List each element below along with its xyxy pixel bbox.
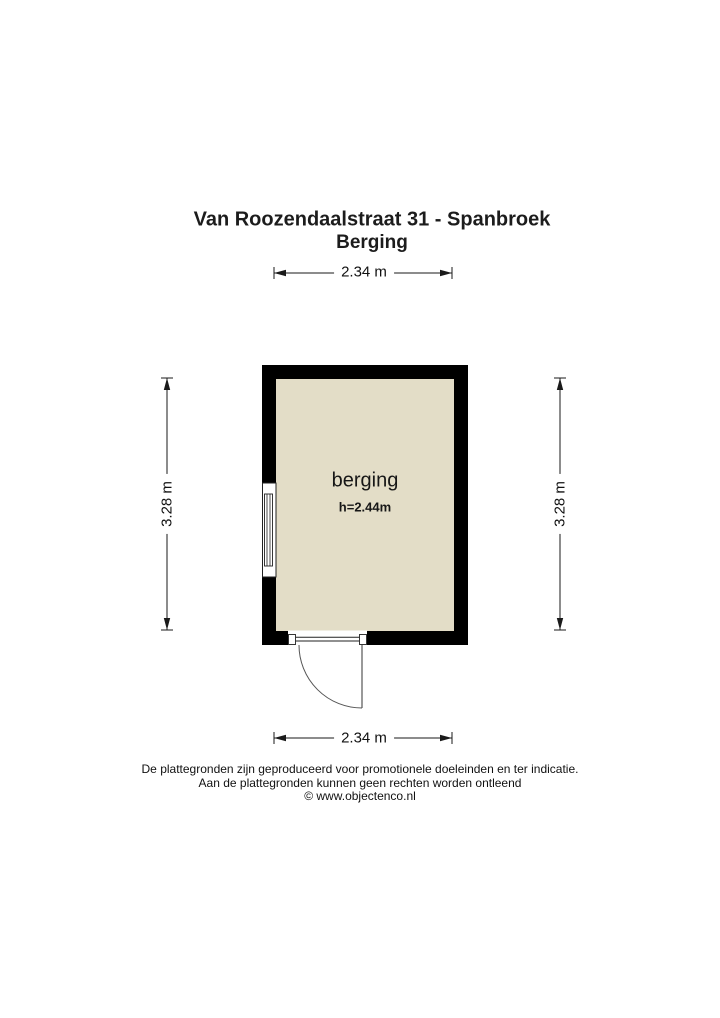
door-jamb-right <box>360 635 367 645</box>
window-icon <box>263 483 277 577</box>
footer-disclaimer <box>0 763 720 804</box>
dimension-label-top: 2.34 m <box>334 264 394 281</box>
copyright-line: © www.objectenco.nl <box>304 789 416 803</box>
disclaimer-line-2: Aan de plattegronden kunnen geen rechten worden ontleend <box>198 775 522 790</box>
window-glass <box>265 494 273 566</box>
dimension-label-left: 3.28 m <box>159 474 176 534</box>
room-ceiling-height-label: h=2.44m <box>338 499 392 515</box>
room-label: berging <box>331 469 399 492</box>
door-opening <box>288 631 367 646</box>
page-subtitle: Berging <box>336 232 408 253</box>
door-icon <box>288 631 367 709</box>
page-title: Van Roozendaalstraat 31 - Spanbroek <box>193 208 551 231</box>
disclaimer-line-1: De plattegronden zijn geproduceerd voor promotionele doeleinden en ter indicatie. <box>141 762 579 776</box>
door-swing-arc <box>299 645 362 708</box>
dimension-label-bottom: 2.34 m <box>334 730 394 747</box>
door-jamb-left <box>289 635 296 645</box>
dimension-label-right: 3.28 m <box>552 474 569 534</box>
